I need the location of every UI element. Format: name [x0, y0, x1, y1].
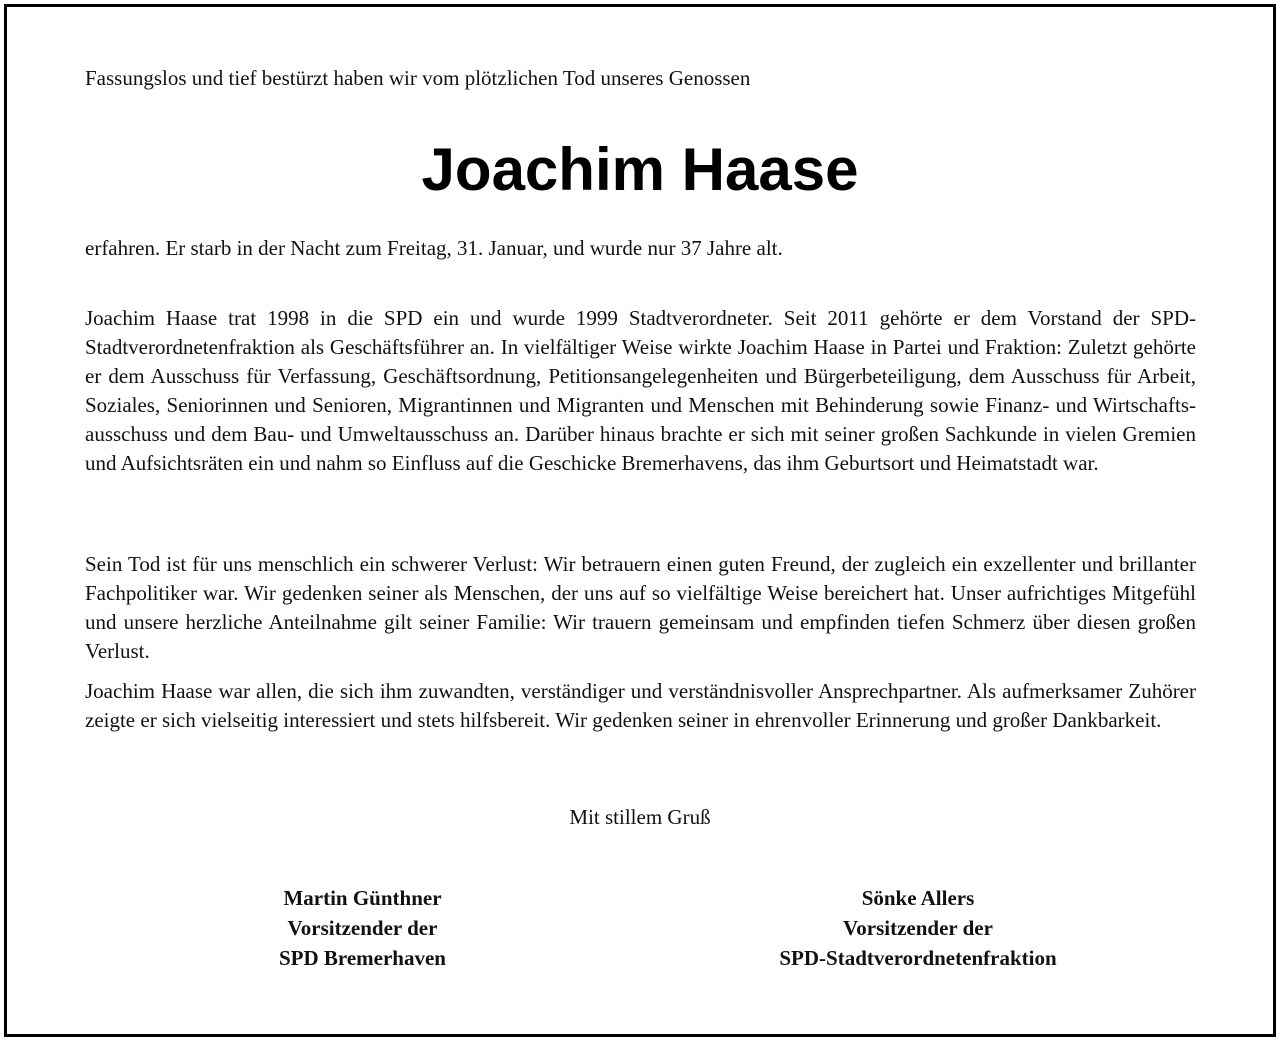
signer-left — [200, 883, 525, 973]
signer-role: Vorsitzender der — [843, 916, 993, 940]
closing-greeting: Mit stillem Gruß — [569, 805, 711, 829]
paragraph-memory: Joachim Haase war allen, die sich ihm zuwandten, verständiger und verständnisvoller Ansprechpartner. Als aufmerksamer Zuhörer zeigte er sich vielseitig interessiert und stets hilfsbereit. Wir gedenken seiner in ehrenvoller Erinnerung und großer Dankbarkeit. — [85, 679, 1196, 732]
signer-name: Sönke Allers — [861, 886, 975, 910]
paragraph-loss: Sein Tod ist für uns menschlich ein schwerer Verlust: Wir betrauern einen guten Freund, der zugleich ein exzellenter und brillanter Fachpolitiker war. Wir gedenken seiner als Menschen, der uns auf so vielfältige Weise bereichert hat. Unser aufrichtiges Mitgefühl und unsere herzliche Anteilnahme gilt seiner Familie: Wir trauern gemeinsam und empfinden tiefen Schmerz über diesen großen Verlust. — [85, 552, 1196, 663]
signer-name: Martin Günthner — [283, 886, 442, 910]
intro-line: Fassungslos und tief bestürzt haben wir vom plötzlichen Tod unseres Genossen — [85, 66, 751, 90]
death-details: erfahren. Er starb in der Nacht zum Freitag, 31. Januar, und wurde nur 37 Jahre alt. — [85, 236, 783, 260]
signer-right — [720, 883, 1116, 973]
signer-role: Vorsitzender der — [287, 916, 438, 940]
paragraph-career: Joachim Haase trat 1998 in die SPD ein und wurde 1999 Stadtverordneter. Seit 2011 gehörte er dem Vorstand der SPD-Stadtverordnetenfraktion als Geschäftsführer an. In vielfältiger Weise wirkte Joachim Haase in Partei und Fraktion: Zuletzt gehörte er dem Ausschuss für Verfassung, Geschäftsordnung, Petitionsangelegenheiten und Bürgerbeteiligung, dem Ausschuss für Arbeit, Soziales, Seniorinnen und Senioren, Migrantinnen und Migranten und Menschen mit Behinderung sowie Finanz- und Wirtschaftsausschuss und dem Bau- und Umweltausschuss an. Darüber hinaus brachte er sich mit seiner großen Sachkunde in vielen Gremien und Aufsichtsräten ein und nahm so Einfluss auf die Geschicke Bremerhavens, das ihm Geburtsort und Heimatstadt war. — [85, 306, 1196, 475]
signer-organization: SPD-Stadtverordnetenfraktion — [779, 946, 1057, 970]
deceased-name: Joachim Haase — [421, 136, 859, 203]
signer-organization: SPD Bremerhaven — [278, 946, 446, 970]
